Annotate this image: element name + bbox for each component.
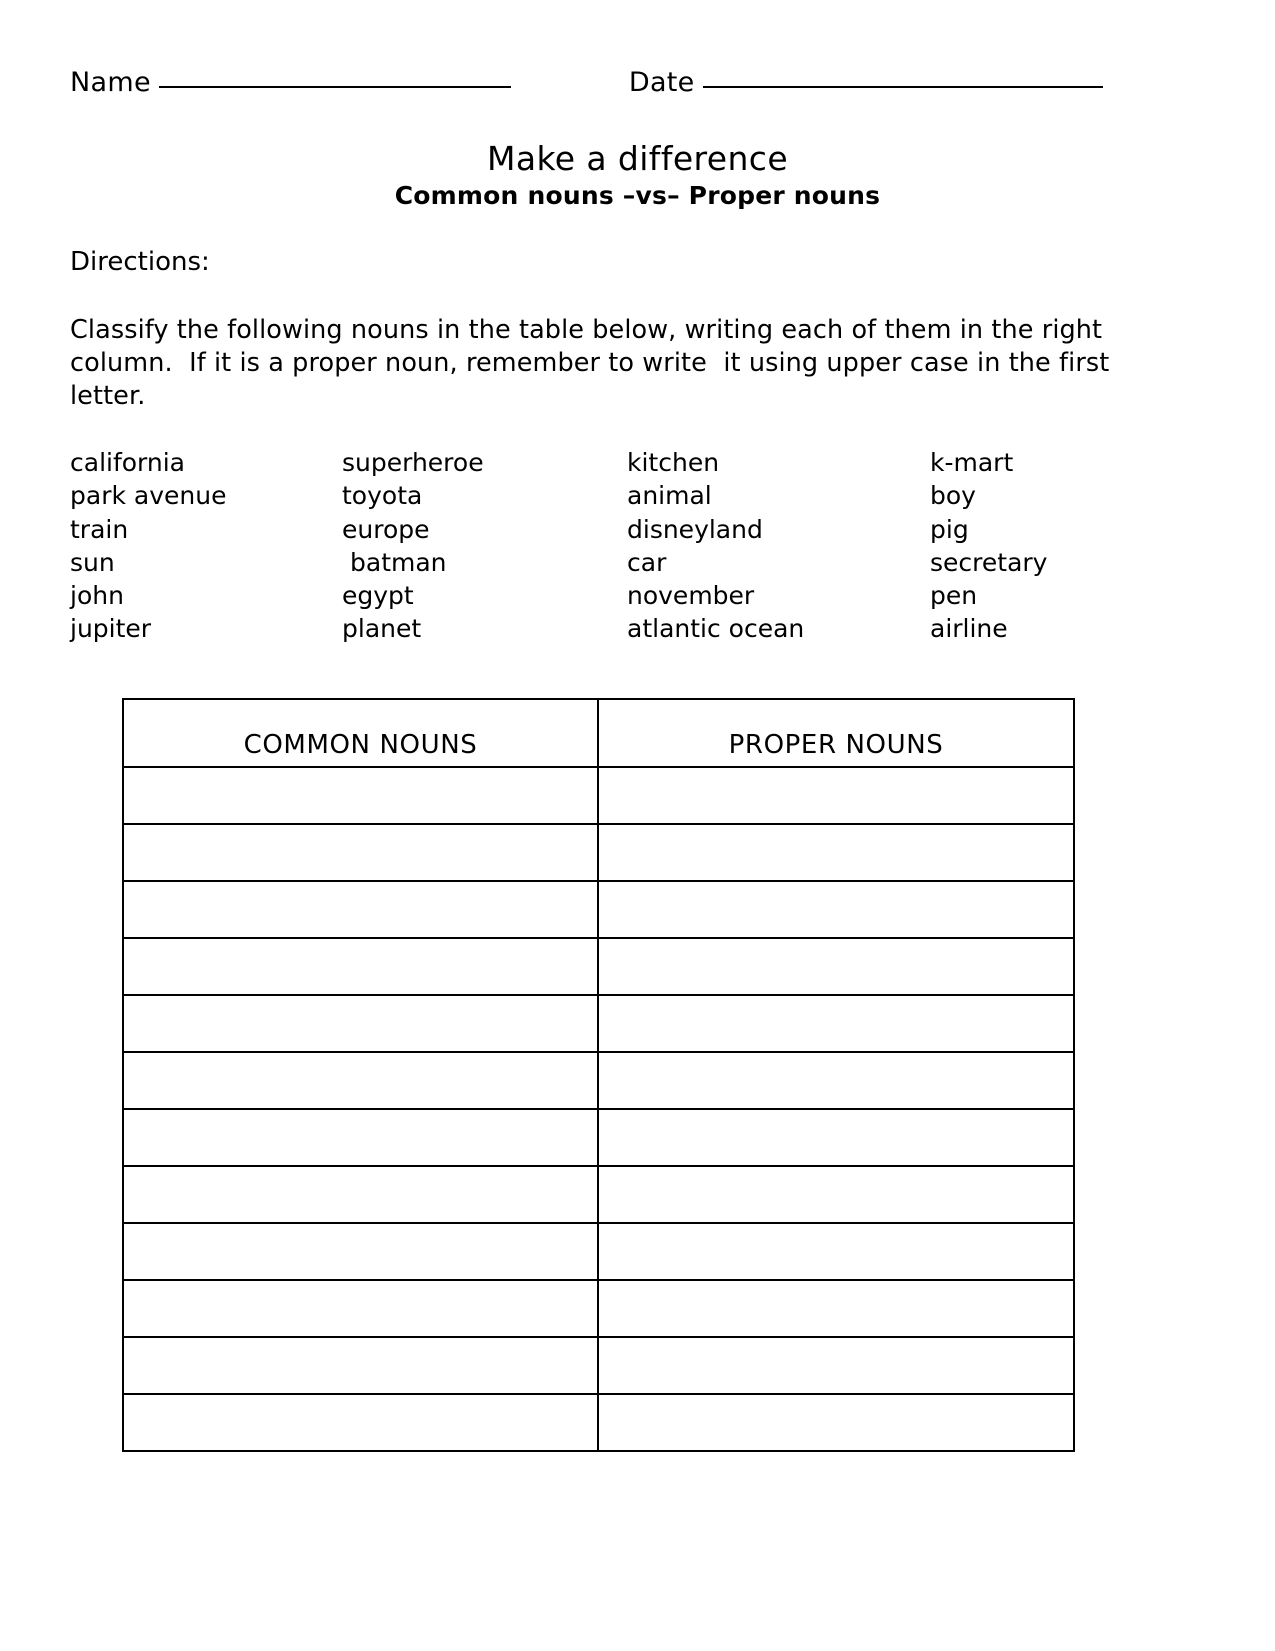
table-row: [123, 824, 1074, 881]
word-item: europe: [342, 514, 430, 544]
table-row: [123, 938, 1074, 995]
word-item: john: [70, 581, 124, 611]
word-item: superheroe: [342, 448, 484, 477]
answer-cell-proper[interactable]: [598, 1109, 1074, 1166]
worksheet-subtitle: Common nouns –vs– Proper nouns: [394, 181, 881, 210]
word-item: egypt: [342, 581, 414, 611]
table-header-row: [123, 699, 1074, 767]
answer-cell-common[interactable]: [123, 767, 598, 824]
word-bank-row: [70, 446, 1160, 479]
table-row: [123, 1052, 1074, 1109]
word-item: jupiter: [70, 614, 152, 644]
word-item: train: [70, 514, 129, 544]
table-body: [123, 767, 1074, 1451]
table-row: [123, 1223, 1074, 1280]
word-bank-row: [70, 612, 1160, 645]
answer-cell-common[interactable]: [123, 1337, 598, 1394]
answer-cell-proper[interactable]: [598, 995, 1074, 1052]
word-bank: [70, 446, 1160, 646]
word-item: toyota: [342, 481, 423, 511]
word-item: park avenue: [70, 481, 227, 511]
directions-label: Directions:: [70, 247, 210, 277]
word-item: sun: [70, 547, 115, 577]
answer-cell-proper[interactable]: [598, 1223, 1074, 1280]
table-row: [123, 1109, 1074, 1166]
name-date-row: [70, 68, 1115, 108]
word-item: planet: [342, 614, 422, 644]
word-item: kitchen: [627, 448, 720, 477]
answer-cell-common[interactable]: [123, 1166, 598, 1223]
table-row: [123, 1280, 1074, 1337]
directions-text: Classify the following nouns in the table below, writing each of them in the right column. If it is a proper noun, remember to write it using upper case in the first letter.: [70, 315, 1118, 411]
column-header-common-nouns: COMMON NOUNS: [123, 699, 598, 767]
answer-cell-proper[interactable]: [598, 1052, 1074, 1109]
word-item: california: [70, 448, 186, 477]
word-item: airline: [930, 614, 1008, 644]
word-item: boy: [930, 481, 976, 511]
table-row: [123, 767, 1074, 824]
answer-cell-common[interactable]: [123, 824, 598, 881]
word-item: k-mart: [930, 448, 1014, 477]
table-row: [123, 1166, 1074, 1223]
word-item: atlantic ocean: [627, 614, 805, 644]
column-header-proper-nouns: PROPER NOUNS: [598, 699, 1074, 767]
date-field-group: [629, 68, 1103, 98]
name-label: Name: [70, 67, 151, 98]
name-writing-line[interactable]: [159, 86, 511, 88]
answer-cell-proper[interactable]: [598, 824, 1074, 881]
date-label: Date: [628, 67, 695, 98]
worksheet-title: Make a difference: [486, 139, 789, 178]
word-item: batman: [350, 547, 447, 577]
answer-cell-common[interactable]: [123, 938, 598, 995]
table-row: [123, 1394, 1074, 1451]
answer-cell-proper[interactable]: [598, 1166, 1074, 1223]
word-bank-row: [70, 479, 1160, 512]
answer-cell-proper[interactable]: [598, 938, 1074, 995]
word-bank-row: [70, 546, 1160, 579]
answer-cell-proper[interactable]: [598, 1280, 1074, 1337]
answer-cell-common[interactable]: [123, 1394, 598, 1451]
answer-cell-common[interactable]: [123, 1109, 598, 1166]
word-item: pig: [930, 514, 969, 544]
word-bank-row: [70, 513, 1160, 546]
answer-cell-common[interactable]: [123, 1223, 598, 1280]
answer-cell-common[interactable]: [123, 881, 598, 938]
word-item: car: [627, 547, 667, 577]
answer-cell-common[interactable]: [123, 1052, 598, 1109]
word-item: animal: [627, 481, 712, 511]
table-row: [123, 1337, 1074, 1394]
answer-cell-proper[interactable]: [598, 881, 1074, 938]
answer-cell-proper[interactable]: [598, 1394, 1074, 1451]
answer-cell-proper[interactable]: [598, 767, 1074, 824]
table-row: [123, 995, 1074, 1052]
answer-cell-common[interactable]: [123, 1280, 598, 1337]
name-field-group: [70, 68, 511, 98]
word-item: secretary: [930, 547, 1048, 577]
answer-cell-common[interactable]: [123, 995, 598, 1052]
table-row: [123, 881, 1074, 938]
word-bank-row: [70, 579, 1160, 612]
word-item: pen: [930, 581, 978, 611]
answer-cell-proper[interactable]: [598, 1337, 1074, 1394]
date-writing-line[interactable]: [703, 86, 1103, 88]
word-item: november: [627, 581, 755, 611]
noun-classification-table: [122, 698, 1075, 1452]
word-item: disneyland: [627, 514, 763, 544]
